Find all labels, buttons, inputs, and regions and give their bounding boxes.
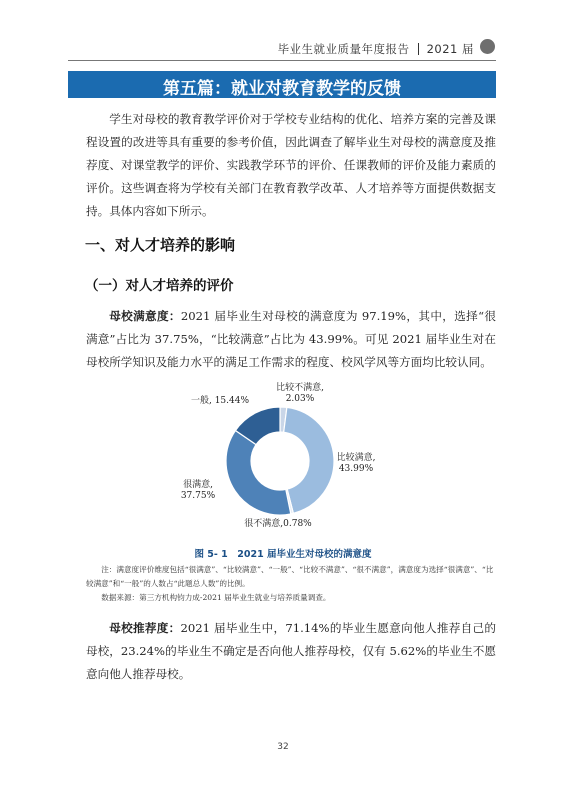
header-rule — [68, 60, 496, 61]
satisfaction-donut-chart — [170, 378, 390, 538]
data-label-5: 一般, 15.44% — [190, 396, 250, 406]
report-year: 2021 届 — [426, 42, 474, 56]
figure-caption: 图 5- 1 2021 届毕业生对母校的满意度 — [194, 549, 372, 560]
intro-paragraph: 学生对母校的教育教学评价对于学校专业结构的优化、培养方案的完善及课程设置的改进等具有重要的参考价值，因此调查了解毕业生对母校的满意度及推荐度、对课堂教学的评价、实践教学环节的评价、任课教师的评价及能力素质的评价。这些调查将为学校有关部门在教育教学改革、人才培养等方面提供数据支持。具体内容如下所示。 — [86, 112, 496, 218]
data-label-1: 比较不满意, 2.03% — [276, 383, 324, 404]
running-header — [278, 41, 474, 57]
donut-slice-2 — [284, 407, 334, 513]
page-number: 32 — [277, 742, 289, 752]
recommend-label: 母校推荐度： — [109, 621, 181, 635]
figure-note: 注：满意度评价维度包括“很满意”、“比较满意”、“一般”、“比较不满意”、“很不满意”，满意度为选择“很满意”、“比较满意”和“一般”的人数占“此题总人数”的比例。 — [86, 565, 494, 588]
header-dot-icon — [480, 39, 495, 54]
report-title: 毕业生就业质量年度报告 — [277, 42, 410, 56]
data-label-4: 很满意, 37.75% — [180, 480, 216, 501]
recommend-text: 2021 届毕业生中，71.14%的毕业生愿意向他人推荐自己的母校，23.24%的毕业生不确定是否向他人推荐母校，仅有 5.62%的毕业生不愿意向他人推荐母校。 — [86, 621, 496, 681]
satisfaction-paragraph — [86, 305, 496, 374]
data-source-note: 数据来源：第三方机构钧力成-2021 届毕业生就业与培养质量调查。 — [101, 593, 331, 602]
satisfaction-label: 母校满意度： — [109, 309, 181, 323]
donut-slice-4 — [226, 430, 291, 515]
heading-level-2: （一）对人才培养的评价 — [85, 278, 234, 294]
heading-level-1: 一、对人才培养的影响 — [85, 236, 236, 254]
satisfaction-text: 2021 届毕业生对母校的满意度为 97.19%，其中，选择“很满意”占比为 37.75%，“比较满意”占比为 43.99%。可见 2021 届毕业生对在母校所学知识及能力水平的满足工作需求的程度、校风学风等方面均比较认同。 — [86, 309, 496, 369]
section-title: 第五篇：就业对教育教学的反馈 — [163, 79, 401, 99]
section-banner — [68, 71, 496, 98]
data-label-3: 很不满意,0.78% — [244, 519, 312, 529]
recommend-paragraph — [86, 617, 496, 686]
header-separator — [418, 43, 419, 55]
data-label-2: 比较满意, 43.99% — [336, 453, 376, 474]
